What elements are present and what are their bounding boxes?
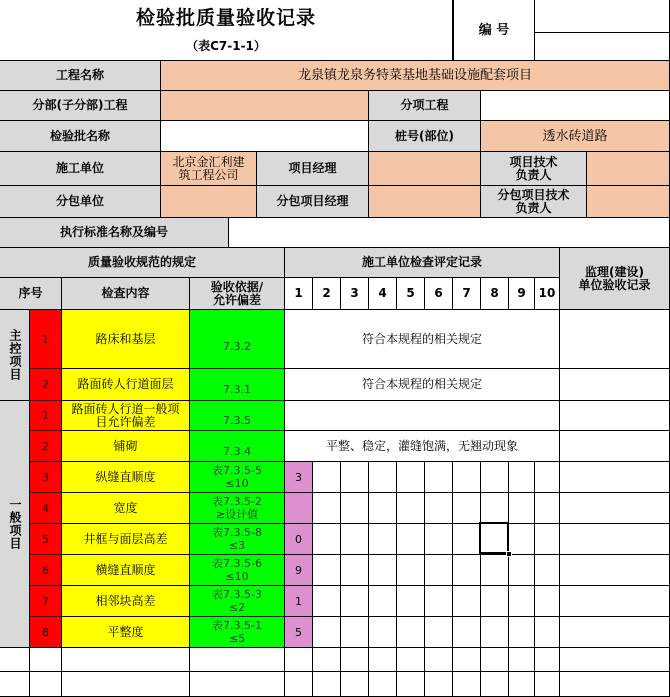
general-supervisor-5[interactable] bbox=[560, 524, 670, 555]
contractor-value[interactable]: 北京金汇利建 筑工程公司 bbox=[161, 152, 257, 186]
empty-row-2-d[interactable] bbox=[190, 672, 285, 697]
general-content-8: 平整度 bbox=[62, 617, 190, 648]
general-content-5: 井框与面层高差 bbox=[62, 524, 190, 555]
general-check-7-10[interactable] bbox=[535, 586, 560, 617]
number-label: 编 号 bbox=[453, 0, 535, 61]
general-check-8-2[interactable] bbox=[313, 617, 341, 648]
general-check-7-6[interactable] bbox=[425, 586, 453, 617]
batch-name-value[interactable] bbox=[161, 121, 369, 152]
general-check-6-3[interactable] bbox=[341, 555, 369, 586]
empty-row-1-check-10[interactable] bbox=[535, 648, 560, 672]
general-check-3-10[interactable] bbox=[535, 462, 560, 493]
tech-lead-value[interactable] bbox=[587, 152, 670, 186]
general-content-4: 宽度 bbox=[62, 493, 190, 524]
check-col-header-8: 8 bbox=[481, 278, 509, 310]
general-check-8-7[interactable] bbox=[453, 617, 481, 648]
general-supervisor-6[interactable] bbox=[560, 555, 670, 586]
general-check-4-8[interactable] bbox=[481, 493, 509, 524]
empty-row-1-check-5[interactable] bbox=[397, 648, 425, 672]
general-basis-5: 表7.3.5-8 ≤3 bbox=[190, 524, 285, 555]
sub-tech-lead-label: 分包项目技术 负责人 bbox=[481, 186, 587, 218]
empty-row-2-check-9[interactable] bbox=[509, 672, 535, 697]
fill-handle[interactable] bbox=[506, 551, 512, 557]
general-check-3-8[interactable] bbox=[481, 462, 509, 493]
general-check-6-7[interactable] bbox=[453, 555, 481, 586]
general-supervisor-8[interactable] bbox=[560, 617, 670, 648]
empty-row-1-check-6[interactable] bbox=[425, 648, 453, 672]
general-check-3-9[interactable] bbox=[509, 462, 535, 493]
empty-row-1-check-1[interactable] bbox=[285, 648, 313, 672]
empty-row-2-check-3[interactable] bbox=[341, 672, 369, 697]
general-seq-6: 6 bbox=[30, 555, 62, 586]
check-col-header-6: 6 bbox=[425, 278, 453, 310]
empty-row-2-check-6[interactable] bbox=[425, 672, 453, 697]
standard-label: 执行标准名称及编号 bbox=[0, 218, 229, 248]
pm-value[interactable] bbox=[369, 152, 481, 186]
empty-row-1-check-2[interactable] bbox=[313, 648, 341, 672]
record-header: 施工单位检查评定记录 bbox=[285, 248, 560, 278]
general-seq-7: 7 bbox=[30, 586, 62, 617]
general-check-5-2[interactable] bbox=[313, 524, 341, 555]
general-check-6-5[interactable] bbox=[397, 555, 425, 586]
general-seq-2: 2 bbox=[30, 431, 62, 462]
empty-row-1-b[interactable] bbox=[30, 648, 62, 672]
empty-row-1-a[interactable] bbox=[0, 648, 30, 672]
col-content-header: 检查内容 bbox=[62, 278, 190, 310]
general-check-8-5[interactable] bbox=[397, 617, 425, 648]
check-col-header-9: 9 bbox=[509, 278, 535, 310]
empty-row-2-b[interactable] bbox=[30, 672, 62, 697]
general-check-8-9[interactable] bbox=[509, 617, 535, 648]
check-col-header-7: 7 bbox=[453, 278, 481, 310]
general-seq-8: 8 bbox=[30, 617, 62, 648]
empty-row-2-check-4[interactable] bbox=[369, 672, 397, 697]
general-check-5-1[interactable]: 0 bbox=[285, 524, 313, 555]
general-check-3-6[interactable] bbox=[425, 462, 453, 493]
general-check-5-3[interactable] bbox=[341, 524, 369, 555]
sub-project-label: 分部(子分部)工程 bbox=[0, 91, 161, 121]
project-name-value[interactable]: 龙泉镇龙泉务特菜基地基础设施配套项目 bbox=[161, 61, 670, 91]
general-check-7-3[interactable] bbox=[341, 586, 369, 617]
check-col-header-2: 2 bbox=[313, 278, 341, 310]
main-basis-2: 7.3.1 bbox=[190, 369, 285, 401]
form-code: （表C7-1-1） bbox=[0, 33, 453, 61]
general-check-4-4[interactable] bbox=[369, 493, 397, 524]
subcontractor-value[interactable] bbox=[161, 186, 257, 218]
general-content-7: 相邻块高差 bbox=[62, 586, 190, 617]
general-supervisor-2[interactable] bbox=[560, 431, 670, 462]
general-check-6-2[interactable] bbox=[313, 555, 341, 586]
batch-name-label: 检验批名称 bbox=[0, 121, 161, 152]
empty-row-2-check-2[interactable] bbox=[313, 672, 341, 697]
general-check-7-2[interactable] bbox=[313, 586, 341, 617]
empty-row-2-c[interactable] bbox=[62, 672, 190, 697]
general-content-1: 路面砖人行道一般项 目允许偏差 bbox=[62, 401, 190, 431]
general-check-5-7[interactable] bbox=[453, 524, 481, 555]
general-seq-3: 3 bbox=[30, 462, 62, 493]
main-seq-2: 2 bbox=[30, 369, 62, 401]
tech-lead-label: 项目技术 负责人 bbox=[481, 152, 587, 186]
number-field[interactable] bbox=[535, 0, 670, 33]
sub-pm-value[interactable] bbox=[369, 186, 481, 218]
contractor-label: 施工单位 bbox=[0, 152, 161, 186]
general-basis-7: 表7.3.5-3 ≤2 bbox=[190, 586, 285, 617]
empty-row-2-check-1[interactable] bbox=[285, 672, 313, 697]
general-check-4-2[interactable] bbox=[313, 493, 341, 524]
general-check-3-2[interactable] bbox=[313, 462, 341, 493]
col-basis-header: 验收依据/ 允许偏差 bbox=[190, 278, 285, 310]
general-check-7-8[interactable] bbox=[481, 586, 509, 617]
document-title: 检验批质量验收记录 bbox=[0, 0, 453, 33]
main-basis-1: 7.3.2 bbox=[190, 310, 285, 369]
standard-value[interactable] bbox=[229, 218, 670, 248]
main-content-1: 路床和基层 bbox=[62, 310, 190, 369]
general-check-6-10[interactable] bbox=[535, 555, 560, 586]
supervisor-header: 监理(建设) 单位验收记录 bbox=[560, 248, 670, 310]
main-supervisor-1[interactable] bbox=[560, 310, 670, 369]
general-content-6: 横缝直顺度 bbox=[62, 555, 190, 586]
check-col-header-3: 3 bbox=[341, 278, 369, 310]
empty-row-1-check-7[interactable] bbox=[453, 648, 481, 672]
general-check-4-9[interactable] bbox=[509, 493, 535, 524]
main-control-group-label: 主控项目 bbox=[0, 310, 30, 401]
general-check-3-7[interactable] bbox=[453, 462, 481, 493]
general-check-4-10[interactable] bbox=[535, 493, 560, 524]
general-group-label: 一般项目 bbox=[0, 401, 30, 648]
general-check-5-10[interactable] bbox=[535, 524, 560, 555]
general-supervisor-7[interactable] bbox=[560, 586, 670, 617]
general-basis-4: 表7.3.5-2 ≥设计值 bbox=[190, 493, 285, 524]
col-seq-header: 序号 bbox=[0, 278, 62, 310]
general-check-4-3[interactable] bbox=[341, 493, 369, 524]
check-col-header-1: 1 bbox=[285, 278, 313, 310]
general-check-4-1[interactable] bbox=[285, 493, 313, 524]
empty-row-2-check-5[interactable] bbox=[397, 672, 425, 697]
general-check-6-8[interactable] bbox=[481, 555, 509, 586]
general-check-7-4[interactable] bbox=[369, 586, 397, 617]
general-check-3-1[interactable]: 3 bbox=[285, 462, 313, 493]
empty-row-1-d[interactable] bbox=[190, 648, 285, 672]
item-project-label: 分项工程 bbox=[369, 91, 481, 121]
check-col-header-4: 4 bbox=[369, 278, 397, 310]
general-check-6-4[interactable] bbox=[369, 555, 397, 586]
empty-row-2-check-7[interactable] bbox=[453, 672, 481, 697]
general-check-4-6[interactable] bbox=[425, 493, 453, 524]
general-seq-1: 1 bbox=[30, 401, 62, 431]
project-name-label: 工程名称 bbox=[0, 61, 161, 91]
general-basis-2: 7.3.4 bbox=[190, 431, 285, 462]
empty-row-1-supervisor[interactable] bbox=[560, 648, 670, 672]
general-check-7-9[interactable] bbox=[509, 586, 535, 617]
spec-header: 质量验收规范的规定 bbox=[0, 248, 285, 278]
general-check-5-5[interactable] bbox=[397, 524, 425, 555]
check-col-header-5: 5 bbox=[397, 278, 425, 310]
general-check-6-9[interactable] bbox=[509, 555, 535, 586]
general-check-7-1[interactable]: 1 bbox=[285, 586, 313, 617]
general-check-6-6[interactable] bbox=[425, 555, 453, 586]
general-check-8-1[interactable]: 5 bbox=[285, 617, 313, 648]
general-seq-5: 5 bbox=[30, 524, 62, 555]
item-project-value[interactable] bbox=[481, 91, 670, 121]
empty-row-2-supervisor[interactable] bbox=[560, 672, 670, 697]
general-check-8-10[interactable] bbox=[535, 617, 560, 648]
check-col-header-10: 10 bbox=[535, 278, 560, 310]
general-check-3-5[interactable] bbox=[397, 462, 425, 493]
general-check-3-4[interactable] bbox=[369, 462, 397, 493]
empty-row-1-check-8[interactable] bbox=[481, 648, 509, 672]
pm-label: 项目经理 bbox=[257, 152, 369, 186]
empty-row-2-a[interactable] bbox=[0, 672, 30, 697]
empty-row-2-check-10[interactable] bbox=[535, 672, 560, 697]
general-check-8-6[interactable] bbox=[425, 617, 453, 648]
main-supervisor-2[interactable] bbox=[560, 369, 670, 401]
general-supervisor-3[interactable] bbox=[560, 462, 670, 493]
main-result-1[interactable]: 符合本规程的相关规定 bbox=[285, 310, 560, 369]
selected-cell[interactable] bbox=[479, 522, 509, 554]
general-check-5-9[interactable] bbox=[509, 524, 535, 555]
general-check-5-6[interactable] bbox=[425, 524, 453, 555]
main-seq-1: 1 bbox=[30, 310, 62, 369]
general-check-7-5[interactable] bbox=[397, 586, 425, 617]
general-check-8-8[interactable] bbox=[481, 617, 509, 648]
subcontractor-label: 分包单位 bbox=[0, 186, 161, 218]
sub-tech-lead-value[interactable] bbox=[587, 186, 670, 218]
general-seq-4: 4 bbox=[30, 493, 62, 524]
empty-row-1-check-9[interactable] bbox=[509, 648, 535, 672]
general-check-8-3[interactable] bbox=[341, 617, 369, 648]
general-basis-8: 表7.3.5-1 ≤5 bbox=[190, 617, 285, 648]
sub-pm-label: 分包项目经理 bbox=[257, 186, 369, 218]
general-supervisor-1[interactable] bbox=[560, 401, 670, 431]
empty-row-1-c[interactable] bbox=[62, 648, 190, 672]
general-check-4-5[interactable] bbox=[397, 493, 425, 524]
main-result-2[interactable]: 符合本规程的相关规定 bbox=[285, 369, 560, 401]
general-check-7-7[interactable] bbox=[453, 586, 481, 617]
general-result-2[interactable]: 平整、稳定，灌缝饱满，无翘动现象 bbox=[285, 431, 560, 462]
general-supervisor-4[interactable] bbox=[560, 493, 670, 524]
general-result-1[interactable] bbox=[285, 401, 560, 431]
empty-row-1-check-3[interactable] bbox=[341, 648, 369, 672]
empty-row-2-check-8[interactable] bbox=[481, 672, 509, 697]
pile-value[interactable]: 透水砖道路 bbox=[481, 121, 670, 152]
general-basis-6: 表7.3.5-6 ≤10 bbox=[190, 555, 285, 586]
pile-label: 桩号(部位) bbox=[369, 121, 481, 152]
general-check-5-4[interactable] bbox=[369, 524, 397, 555]
general-check-6-1[interactable]: 9 bbox=[285, 555, 313, 586]
sub-project-value[interactable] bbox=[161, 91, 369, 121]
empty-row-1-check-4[interactable] bbox=[369, 648, 397, 672]
number-field-2[interactable] bbox=[535, 33, 670, 61]
main-content-2: 路面砖人行道面层 bbox=[62, 369, 190, 401]
general-check-4-7[interactable] bbox=[453, 493, 481, 524]
general-check-8-4[interactable] bbox=[369, 617, 397, 648]
general-check-3-3[interactable] bbox=[341, 462, 369, 493]
general-content-3: 纵缝直顺度 bbox=[62, 462, 190, 493]
general-content-2: 铺砌 bbox=[62, 431, 190, 462]
general-basis-3: 表7.3.5-5 ≤10 bbox=[190, 462, 285, 493]
general-basis-1: 7.3.5 bbox=[190, 401, 285, 431]
